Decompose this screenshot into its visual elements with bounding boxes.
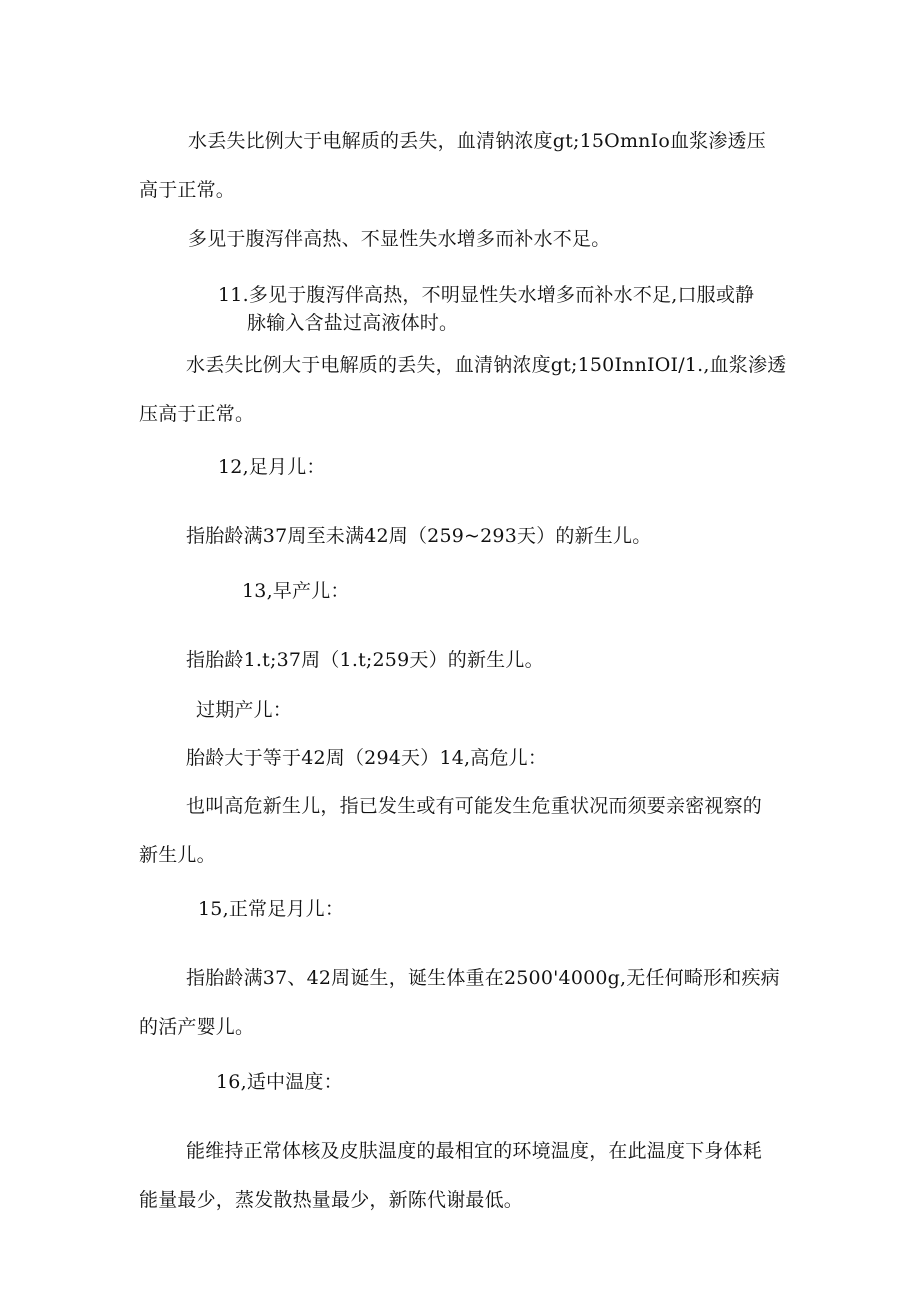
text-line: 过期产儿： — [196, 699, 293, 721]
text-line: 高于正常。 — [139, 179, 236, 201]
text-line: 16,适中温度： — [216, 1071, 343, 1093]
text-line: 指胎龄满37、42周诞生，诞生体重在2500'4000g,无任何畸形和疾病 — [186, 967, 780, 989]
text-line: 12,足月儿： — [218, 456, 326, 478]
text-line: 水丢失比例大于电解质的丢失，血清钠浓度gt;150InnIOI/1.,血浆渗透 — [186, 354, 787, 376]
text-line: 压高于正常。 — [139, 403, 255, 425]
text-line: 脉输入含盐过高液体时。 — [247, 312, 459, 334]
text-line: 胎龄大于等于42周（294天）14,高危儿： — [186, 747, 548, 769]
text-line: 指胎龄满37周至未满42周（259~293天）的新生儿。 — [186, 525, 652, 547]
text-line: 多见于腹泻伴高热、不显性失水增多而补水不足。 — [188, 228, 611, 250]
text-line: 新生儿。 — [139, 844, 216, 866]
text-line: 15,正常足月儿： — [198, 898, 345, 920]
text-line: 11.多见于腹泻伴高热，不明显性失水增多而补水不足,口服或静 — [218, 284, 755, 306]
text-line: 能量最少，蒸发散热量最少，新陈代谢最低。 — [139, 1189, 524, 1211]
text-line: 水丢失比例大于电解质的丢失，血清钠浓度gt;15OmnIo血浆渗透压 — [188, 130, 766, 152]
text-line: 能维持正常体核及皮肤温度的最相宜的环境温度，在此温度下身体耗 — [186, 1140, 763, 1162]
text-line: 也叫高危新生儿，指已发生或有可能发生危重状况而须要亲密视察的 — [186, 795, 763, 817]
text-line: 指胎龄1.t;37周（1.t;259天）的新生儿。 — [186, 649, 544, 671]
text-line: 的活产婴儿。 — [139, 1016, 255, 1038]
text-line: 13,早产儿： — [242, 580, 350, 602]
